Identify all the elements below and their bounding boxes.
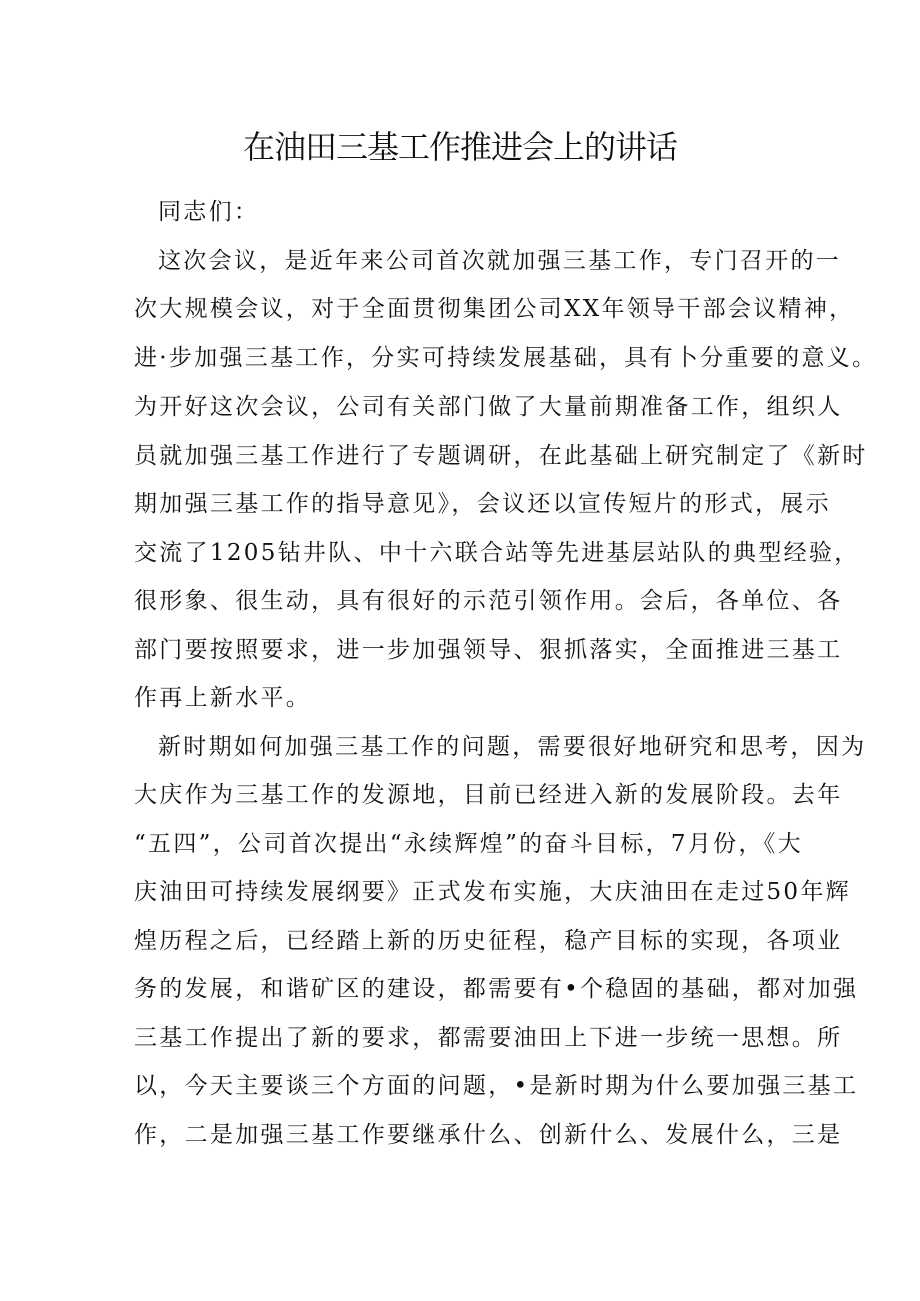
paragraph-1-line-10: 作再上新水平。	[134, 685, 312, 711]
paragraph-1-line-2: 次大规模会议，对于全面贯彻集团公司XX年领导干部会议精神，	[134, 296, 855, 322]
salutation: 同志们：	[158, 199, 260, 225]
paragraph-2-line-8: 以，今天主要谈三个方面的问题，•是新时期为什么要加强三基工	[134, 1073, 859, 1099]
paragraph-1-line-5: 员就加强三基工作进行了专题调研，在此基础上研究制定了《新时	[134, 443, 868, 469]
paragraph-1-line-8: 很形象、很生动，具有很好的示范引领作用。会后，各单位、各	[134, 588, 843, 614]
paragraph-2-line-7: 三基工作提出了新的要求，都需要油田上下进一步统一思想。所	[134, 1025, 843, 1051]
paragraph-2-line-6: 务的发展，和谐矿区的建设，都需要有•个稳固的基础，都对加强	[134, 976, 859, 1002]
paragraph-1-line-3: 进·步加强三基工作，分实可持续发展基础，具有卜分重要的意义。	[134, 345, 878, 371]
document-title: 在油田三基工作推进会上的讲话	[242, 128, 677, 166]
paragraph-2-line-3: “五四”，公司首次提出“永续辉煌”的奋斗目标，7月份，《大	[134, 831, 803, 857]
paragraph-2-line-1: 新时期如何加强三基工作的问题，需要很好地研究和思考，因为	[158, 734, 867, 760]
paragraph-2-line-9: 作，二是加强三基工作要继承什么、创新什么、发展什么，三是	[134, 1122, 843, 1148]
paragraph-2-line-2: 大庆作为三基工作的发源地，目前已经进入新的发展阶段。去年	[134, 782, 843, 808]
paragraph-2-line-5: 煌历程之后，已经踏上新的历史征程，稳产目标的实现，各项业	[134, 928, 843, 954]
paragraph-1-line-7: 交流了1205钻井队、中十六联合站等先进基层站队的典型经验，	[134, 540, 860, 566]
paragraph-1-line-4: 为开好这次会议，公司有关部门做了大量前期准备工作，组织人	[134, 394, 843, 420]
paragraph-1-line-6: 期加强三基工作的指导意见》，会议还以宣传短片的形式，展示	[134, 491, 831, 517]
paragraph-1-line-9: 部门要按照要求，进一步加强领导、狠抓落实，全面推进三基工	[134, 637, 843, 663]
paragraph-2-line-4: 庆油田可持续发展纲要》正式发布实施，大庆油田在走过50年辉	[134, 879, 851, 905]
paragraph-1-line-1: 这次会议，是近年来公司首次就加强三基工作，专门召开的一	[158, 248, 842, 274]
